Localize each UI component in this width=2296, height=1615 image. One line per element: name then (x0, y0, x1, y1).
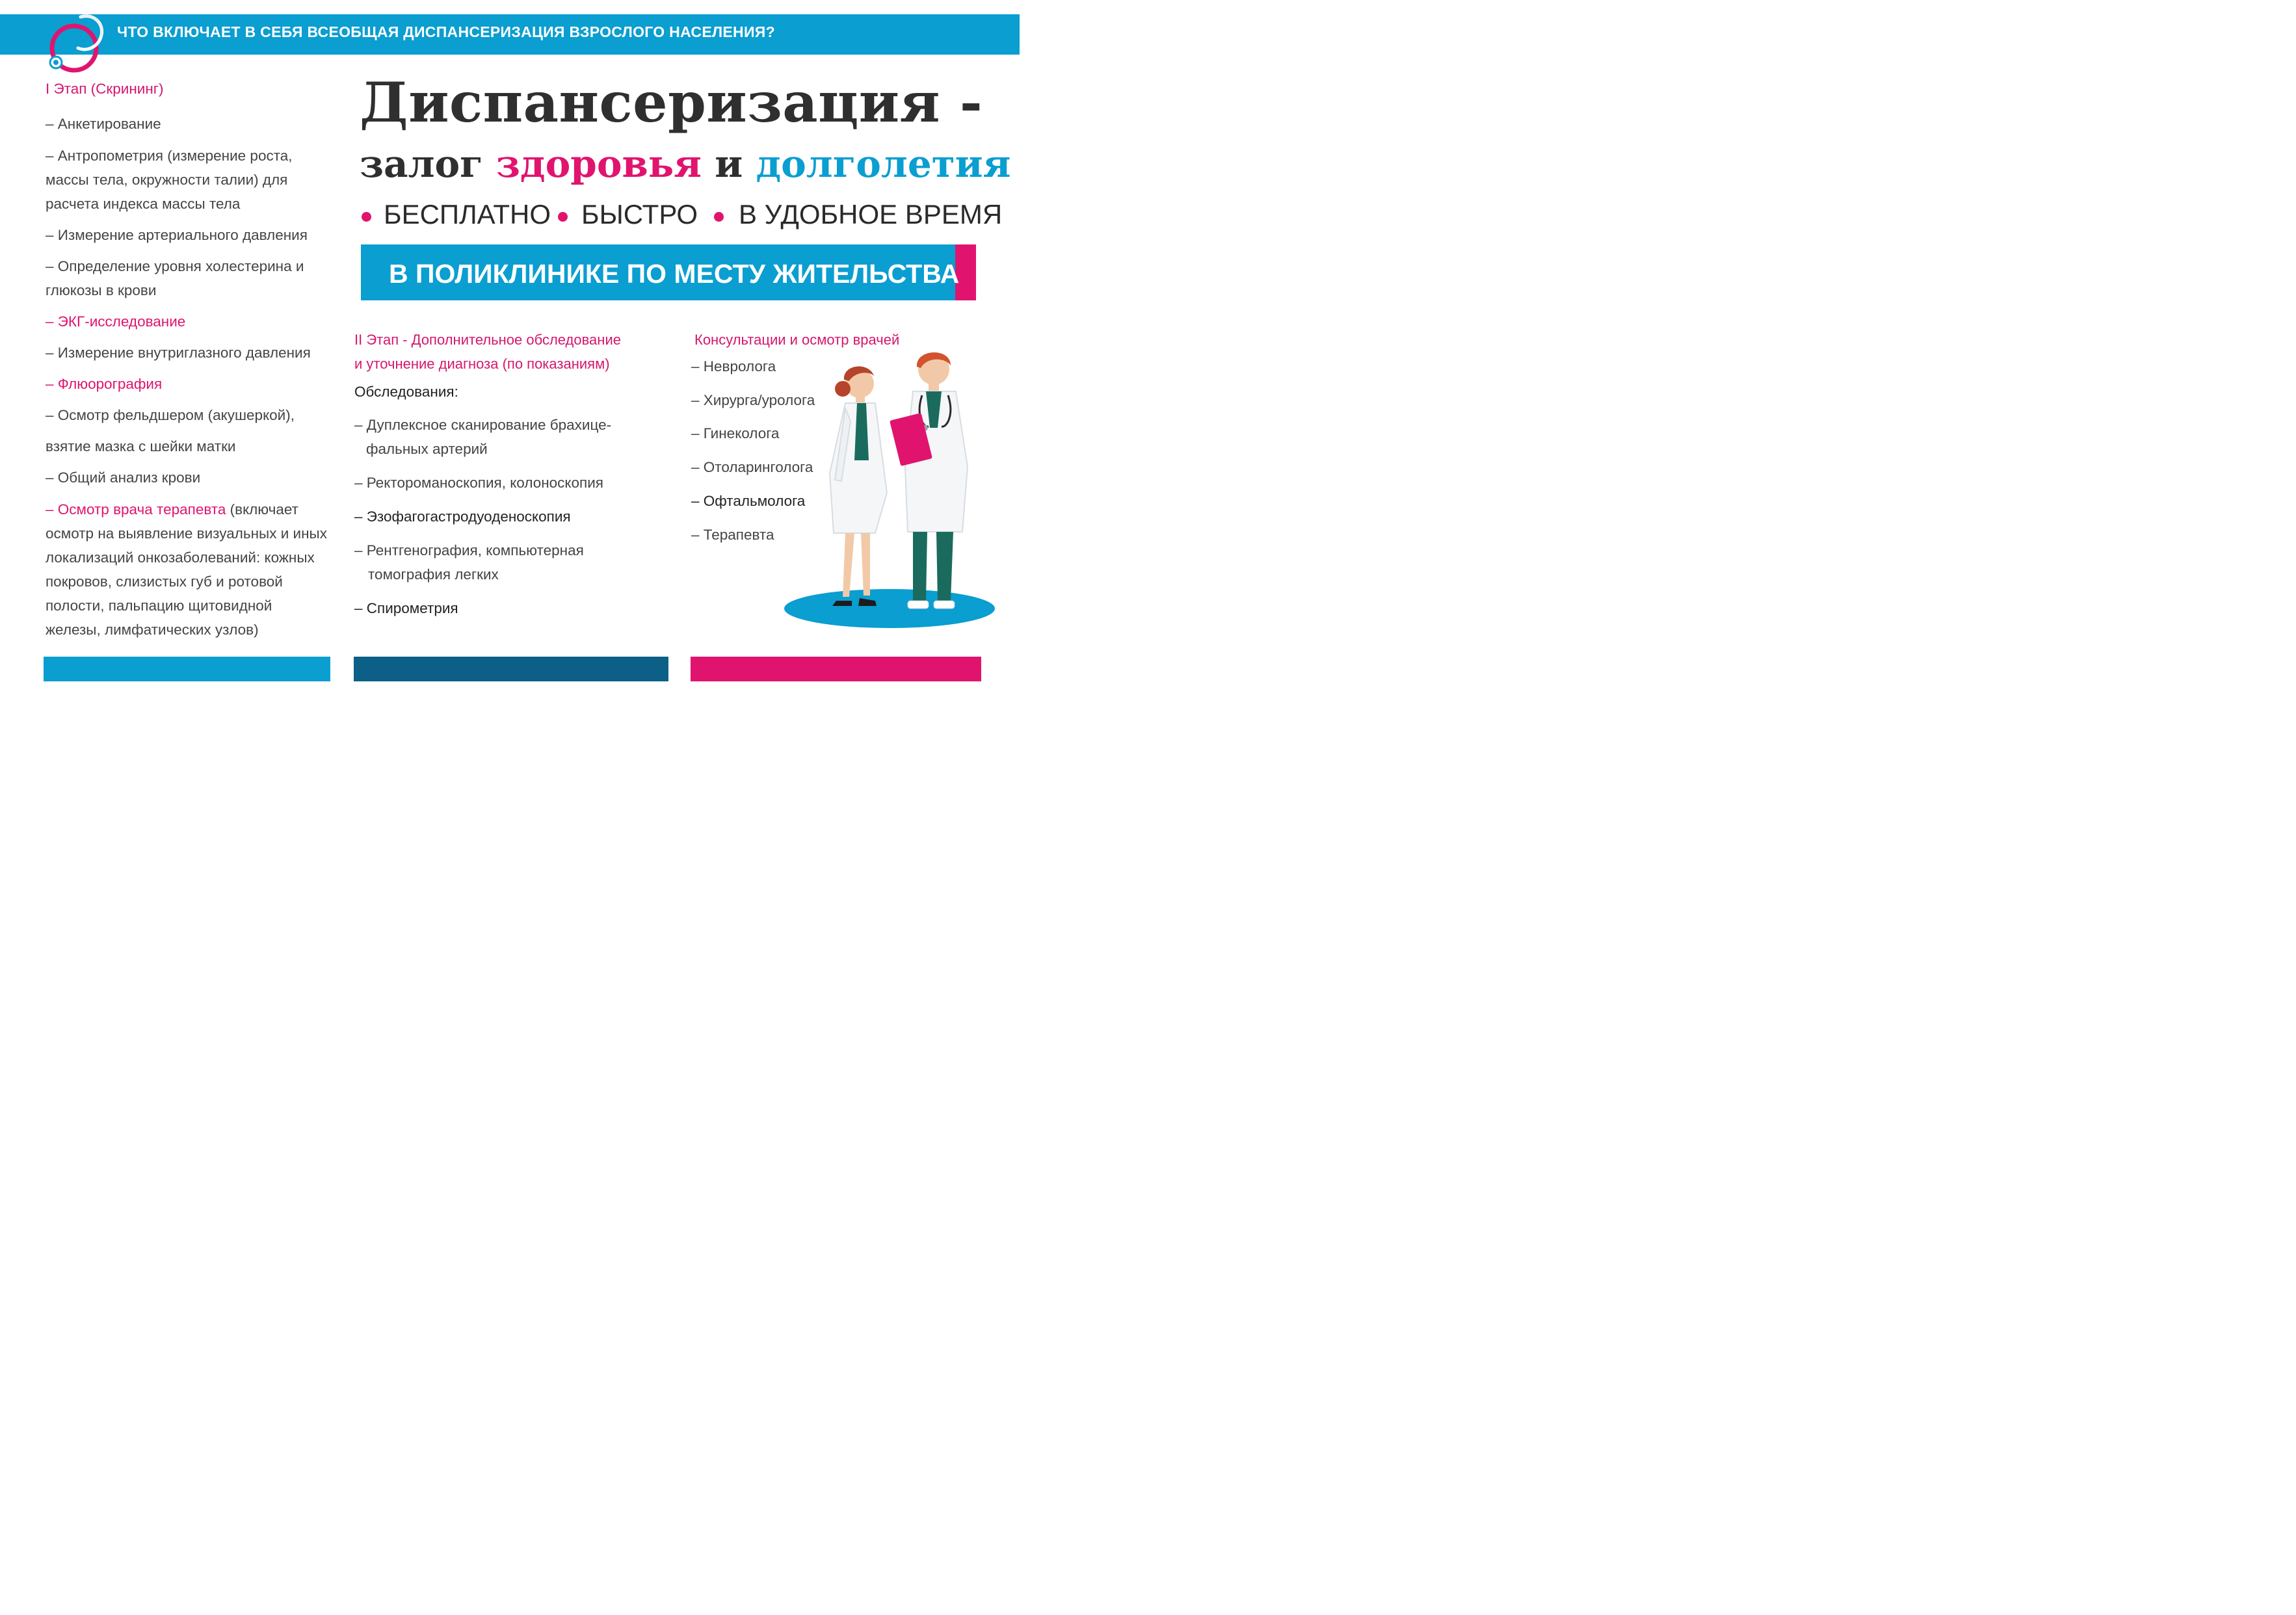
stage1-item-cont: массы тела, окружности талии) для (46, 172, 288, 188)
banner-title: ЧТО ВКЛЮЧАЕТ В СЕБЯ ВСЕОБЩАЯ ДИСПАНСЕРИЗАЦИЯ ВЗРОСЛОГО НАСЕЛЕНИЯ? (117, 23, 775, 40)
stage2-item: – Спирометрия (354, 600, 458, 616)
stage1-item-cont: расчета индекса массы тела (46, 196, 241, 212)
stage2-item-cont: фальных артерий (366, 441, 488, 457)
bullet-convenient: В УДОБНОЕ ВРЕМЯ (739, 199, 1003, 230)
footer-bar-pink (691, 657, 981, 681)
headline-line1: Диспансеризация - (360, 70, 983, 135)
headline-text: и (702, 142, 756, 186)
headline-health: здоровья (495, 142, 702, 186)
stage1-item: – Определение уровня холестерина и (46, 258, 304, 274)
bullet-dot (362, 212, 371, 222)
stage1-item-cont: глюкозы в крови (46, 282, 157, 298)
headline-text: залог (360, 142, 496, 186)
stage1-item: – Осмотр фельдшером (акушеркой), (46, 407, 295, 423)
consult-item: – Терапевта (691, 527, 774, 543)
male-doctor (890, 352, 968, 609)
bullet-dot (558, 212, 568, 222)
stage2-item: – Дуплексное сканирование брахице- (354, 417, 612, 433)
consult-item: – Офтальмолога (691, 493, 806, 509)
consult-item: – Гинеколога (691, 425, 780, 441)
stage1-item: – Измерение внутриглазного давления (46, 345, 311, 361)
consult-title: Консультации и осмотр врачей (694, 332, 900, 348)
footer-bar-navy (354, 657, 668, 681)
consult-item: – Отоларинголога (691, 459, 813, 475)
clinic-text: В ПОЛИКЛИНИКЕ ПО МЕСТУ ЖИТЕЛЬСТВА (389, 259, 960, 289)
stage1-item-cont: взятие мазка с шейки матки (46, 438, 236, 454)
stage1-item: – Общий анализ крови (46, 469, 201, 486)
stage1-item-highlight: – ЭКГ-исследование (46, 313, 186, 330)
stage1-item-cont: покровов, слизистых губ и ротовой (46, 573, 283, 590)
bullet-dot (714, 212, 724, 222)
stage2-item: – Эзофагогастродуоденоскопия (354, 508, 571, 525)
stage1-item-highlight: – Осмотр врача терапевта (46, 501, 226, 518)
stethoscope-icon (42, 9, 109, 77)
female-doctor (830, 367, 887, 606)
stage2-item: – Ректороманоскопия, колоноскопия (354, 475, 603, 491)
stage1-item-cont: осмотр на выявление визуальных и иных (46, 525, 327, 542)
stage1-title: I Этап (Скрининг) (46, 81, 164, 97)
stage2-title-cont: и уточнение диагноза (по показаниям) (354, 356, 610, 372)
stage1-item-cont: полости, пальпацию щитовидной (46, 597, 272, 614)
stage2-title: II Этап - Дополнительное обследование (354, 332, 621, 348)
stage1-item: – Измерение артериального давления (46, 227, 308, 243)
stage1-item: – Антропометрия (измерение роста, (46, 148, 293, 164)
headline-longevity: долголетия (756, 142, 1011, 186)
stage2-item: – Рентгенография, компьютерная (354, 542, 584, 558)
stage1-item-note: (включает (226, 501, 298, 518)
stage1-item-cont: локализаций онкозаболеваний: кожных (46, 549, 315, 566)
bullet-fast: БЫСТРО (581, 199, 698, 230)
headline-line2 (360, 142, 1011, 186)
stage2-subtitle: Обследования: (354, 384, 458, 400)
consult-item: – Хирурга/уролога (691, 392, 815, 408)
footer-bar-blue (44, 657, 330, 681)
stage1-item-highlight: – Флюорография (46, 376, 163, 392)
stage2-item-cont: томография легких (368, 566, 499, 583)
bullet-free: БЕСПЛАТНО (384, 199, 551, 230)
stage1-item-cont: железы, лимфатических узлов) (46, 622, 259, 638)
stage1-item: – Анкетирование (46, 116, 161, 132)
stage1-item (46, 497, 298, 521)
doctors-illustration (778, 343, 1007, 629)
consult-item: – Невролога (691, 358, 776, 374)
